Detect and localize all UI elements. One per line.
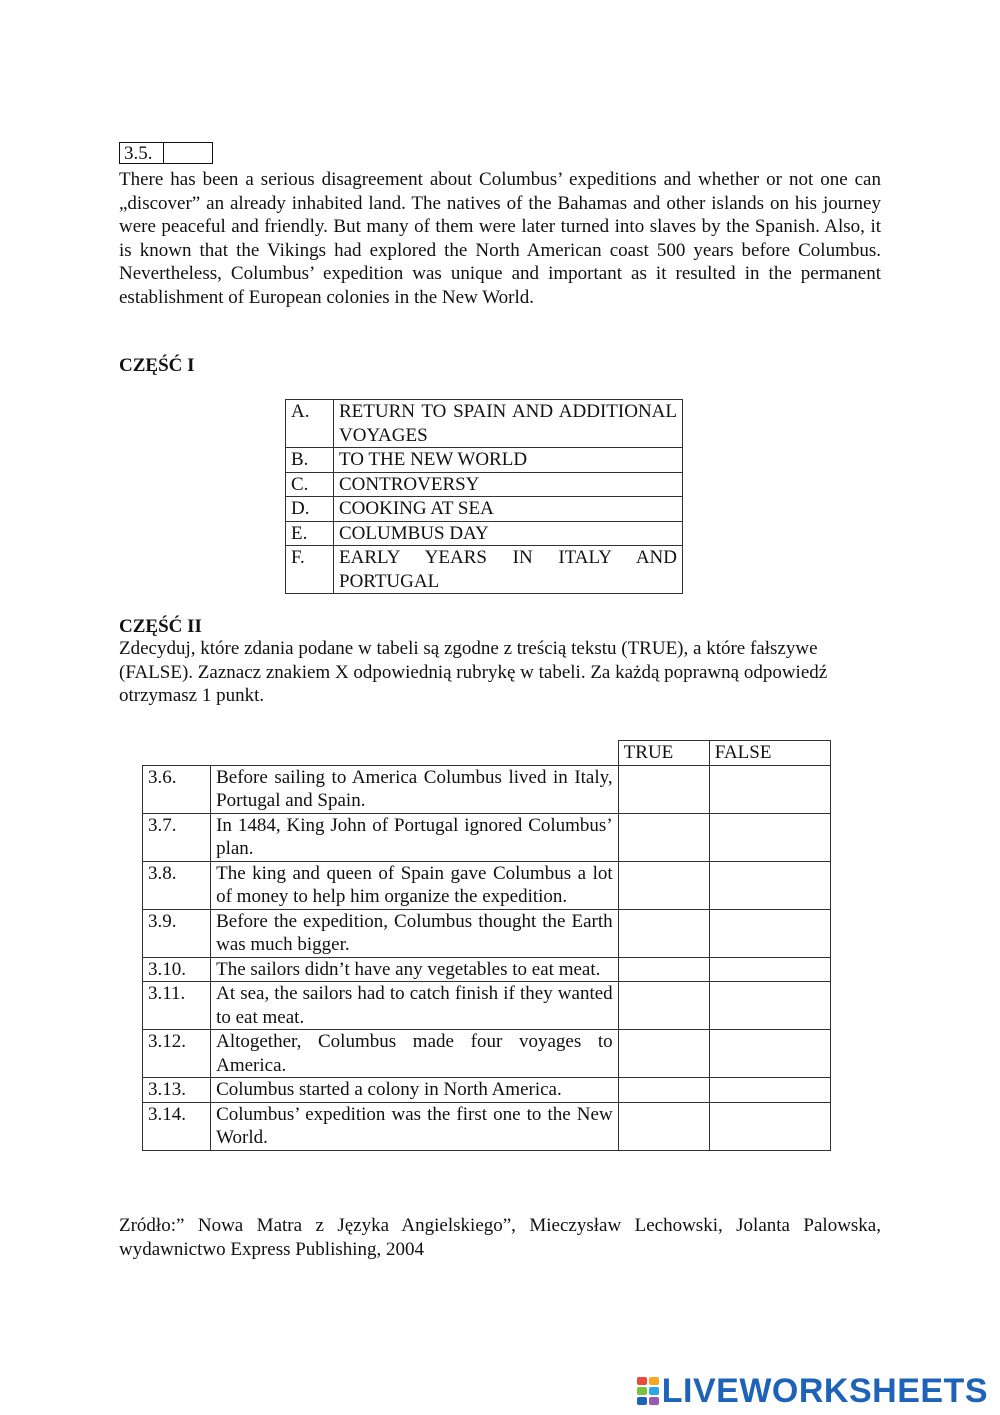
true-false-table xyxy=(142,740,831,1151)
statement-row xyxy=(143,861,831,909)
statement-row xyxy=(143,982,831,1030)
statement-text: Columbus started a colony in North America. xyxy=(211,1078,619,1103)
false-answer-cell[interactable] xyxy=(709,861,830,909)
statement-row xyxy=(143,1078,831,1103)
question-number: 3.5. xyxy=(119,142,164,164)
heading-text: TO THE NEW WORLD xyxy=(334,448,683,473)
true-answer-cell[interactable] xyxy=(618,765,709,813)
logo-mark-icon xyxy=(637,1377,659,1405)
logo-square xyxy=(637,1397,647,1405)
heading-row xyxy=(286,546,683,594)
true-column-header: TRUE xyxy=(618,741,709,766)
heading-text: EARLY YEARS IN ITALY AND PORTUGAL xyxy=(334,546,683,594)
heading-row xyxy=(286,497,683,522)
heading-row xyxy=(286,448,683,473)
true-answer-cell[interactable] xyxy=(618,957,709,982)
true-answer-cell[interactable] xyxy=(618,1030,709,1078)
statement-number: 3.7. xyxy=(143,813,211,861)
false-column-header: FALSE xyxy=(709,741,830,766)
reading-paragraph: There has been a serious disagreement about Columbus’ expeditions and whether or not one can „discover” an already inhabited land. The natives of the Bahamas and other islands on his journey were peaceful and friendly. But many of them were later turned into slaves by the Spanish. Also, it is known that the Vikings had explored the North American coast 500 years before Columbus. Nevertheless, Columbus’ expedition was unique and important as it resulted in the permanent establishment of European colonies in the New World. xyxy=(119,169,881,308)
statement-text: Columbus’ expedition was the first one to the New World. xyxy=(211,1102,619,1150)
false-answer-cell[interactable] xyxy=(709,1102,830,1150)
true-answer-cell[interactable] xyxy=(618,813,709,861)
false-answer-cell[interactable] xyxy=(709,957,830,982)
table-header-row xyxy=(143,741,831,766)
statement-number: 3.9. xyxy=(143,909,211,957)
logo-square xyxy=(649,1377,659,1385)
false-answer-cell[interactable] xyxy=(709,813,830,861)
false-answer-cell[interactable] xyxy=(709,1078,830,1103)
logo-text: LIVEWORKSHEETS xyxy=(661,1372,988,1410)
logo-square xyxy=(649,1387,659,1395)
true-answer-cell[interactable] xyxy=(618,1102,709,1150)
heading-row xyxy=(286,472,683,497)
logo-square xyxy=(637,1387,647,1395)
heading-letter: E. xyxy=(286,521,334,546)
statement-number: 3.13. xyxy=(143,1078,211,1103)
heading-letter: A. xyxy=(286,400,334,448)
statement-text: Before the expedition, Columbus thought the Earth was much bigger. xyxy=(211,909,619,957)
statement-text: The sailors didn’t have any vegetables to eat meat. xyxy=(211,957,619,982)
statement-row xyxy=(143,1102,831,1150)
false-answer-cell[interactable] xyxy=(709,982,830,1030)
false-answer-cell[interactable] xyxy=(709,765,830,813)
statement-text: In 1484, King John of Portugal ignored Columbus’ plan. xyxy=(211,813,619,861)
statement-number: 3.8. xyxy=(143,861,211,909)
headings-table xyxy=(285,399,683,594)
statement-number: 3.6. xyxy=(143,765,211,813)
heading-text: COLUMBUS DAY xyxy=(334,521,683,546)
statement-text: Before sailing to America Columbus lived in Italy, Portugal and Spain. xyxy=(211,765,619,813)
statement-text: Altogether, Columbus made four voyages to America. xyxy=(211,1030,619,1078)
heading-row xyxy=(286,521,683,546)
statement-row xyxy=(143,909,831,957)
logo-square xyxy=(637,1377,647,1385)
false-answer-cell[interactable] xyxy=(709,1030,830,1078)
statement-number: 3.12. xyxy=(143,1030,211,1078)
source-citation: Zródło:” Nowa Matra z Języka Angielskiego”, Mieczysław Lechowski, Jolanta Palowska, wydawnictwo Express Publishing, 2004 xyxy=(119,1215,881,1260)
logo-square xyxy=(649,1397,659,1405)
true-answer-cell[interactable] xyxy=(618,861,709,909)
statement-row xyxy=(143,813,831,861)
heading-letter: C. xyxy=(286,472,334,497)
part2-instructions: Zdecyduj, które zdania podane w tabeli są zgodne z treścią tekstu (TRUE), a które fałszywe (FALSE). Zaznacz znakiem X odpowiednią rubrykę w tabeli. Za każdą poprawną odpowiedź otrzymasz 1 punkt. xyxy=(119,638,828,706)
statement-text: At sea, the sailors had to catch finish if they wanted to eat meat. xyxy=(211,982,619,1030)
heading-letter: D. xyxy=(286,497,334,522)
part1-heading: CZĘŚĆ I xyxy=(119,355,195,376)
true-answer-cell[interactable] xyxy=(618,982,709,1030)
heading-text: RETURN TO SPAIN AND ADDITIONAL VOYAGES xyxy=(334,400,683,448)
statement-number: 3.10. xyxy=(143,957,211,982)
heading-row xyxy=(286,400,683,448)
heading-letter: F. xyxy=(286,546,334,594)
heading-text: COOKING AT SEA xyxy=(334,497,683,522)
statement-number: 3.11. xyxy=(143,982,211,1030)
liveworksheets-logo xyxy=(637,1373,988,1409)
true-answer-cell[interactable] xyxy=(618,909,709,957)
statement-text: The king and queen of Spain gave Columbus a lot of money to help him organize the expedition. xyxy=(211,861,619,909)
statement-row xyxy=(143,1030,831,1078)
part2-heading: CZĘŚĆ II xyxy=(119,616,202,637)
heading-text: CONTROVERSY xyxy=(334,472,683,497)
false-answer-cell[interactable] xyxy=(709,909,830,957)
statement-number: 3.14. xyxy=(143,1102,211,1150)
answer-box[interactable] xyxy=(164,142,213,164)
true-answer-cell[interactable] xyxy=(618,1078,709,1103)
heading-letter: B. xyxy=(286,448,334,473)
statement-row xyxy=(143,765,831,813)
statement-row xyxy=(143,957,831,982)
question-number-box xyxy=(119,142,213,164)
